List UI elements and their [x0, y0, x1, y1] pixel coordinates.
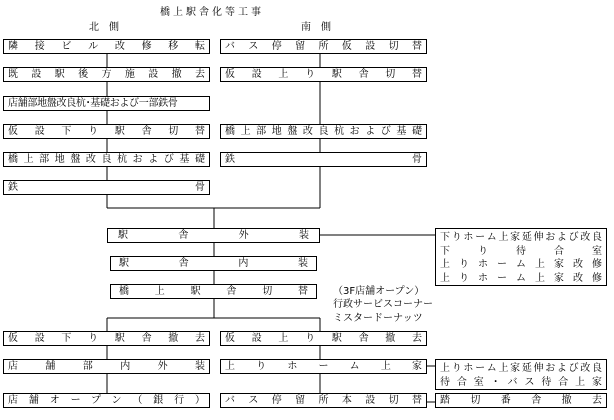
platform-roof-line-4: 上りホーム上家改修	[440, 272, 602, 284]
south-step-4-steel: 鉄 骨	[220, 152, 427, 167]
south-header: 南 側	[301, 22, 331, 33]
north-temp-station-removal: 仮設下り駅舎撤去	[3, 331, 210, 346]
shop-open-bank: 店舗オープン（銀行）	[3, 393, 210, 408]
bridge-station-switch: 橋上駅舎切替	[110, 284, 317, 299]
south-step-2: 仮設上り駅舎切替	[220, 67, 427, 82]
platform-roof-works-box	[435, 228, 607, 286]
south-temp-station-removal: 仮設上り駅舎撤去	[220, 331, 427, 346]
note-admin-service: 行政サービスコーナー	[333, 299, 433, 310]
south-step-1: バス停留所仮設切替	[220, 39, 427, 54]
north-step-4: 仮設下り駅舎切替	[3, 124, 210, 139]
north-step-5: 橋上部地盤改良杭および基礎	[3, 152, 210, 167]
south-step-3: 橋上部地盤改良杭および基礎	[220, 124, 427, 139]
diagram-title: 橋上駅舎化等工事	[160, 7, 264, 18]
north-step-3: 店舗部地盤改良杭･基礎および一部鉄骨	[3, 96, 210, 111]
platform-roof-line-2: 下り待合室	[440, 245, 602, 257]
station-exterior: 駅舎外装	[107, 228, 320, 243]
bus-stop-final-switch: バス停留所本設切替	[220, 393, 427, 408]
waiting-room-line-1: 上りホーム上家延伸および改良	[440, 363, 602, 374]
north-step-6-steel: 鉄 骨	[3, 180, 210, 195]
note-mister-donut: ミスタードーナッツ	[333, 313, 423, 324]
north-step-1: 隣接ビル改修移転	[3, 39, 210, 54]
north-step-2: 既設駅後方施設撤去	[3, 67, 210, 82]
up-platform-roof: 上りホーム上家	[220, 359, 427, 374]
waiting-room-box	[435, 359, 607, 390]
platform-roof-line-1: 下りホーム上家延伸および改良	[440, 232, 602, 243]
crossing-house-removal: 踏切番舎撤去	[435, 393, 607, 408]
platform-roof-line-3: 上りホーム上家改修	[440, 259, 602, 270]
station-interior: 駅舎内装	[110, 256, 317, 271]
note-3f-shop-open: （3F店舗オープン）	[333, 286, 425, 297]
waiting-room-line-2: 待合室・バス待合上家	[440, 376, 602, 388]
north-header: 北 側	[89, 22, 119, 33]
shop-interior-exterior: 店舗部内外装	[3, 359, 210, 374]
